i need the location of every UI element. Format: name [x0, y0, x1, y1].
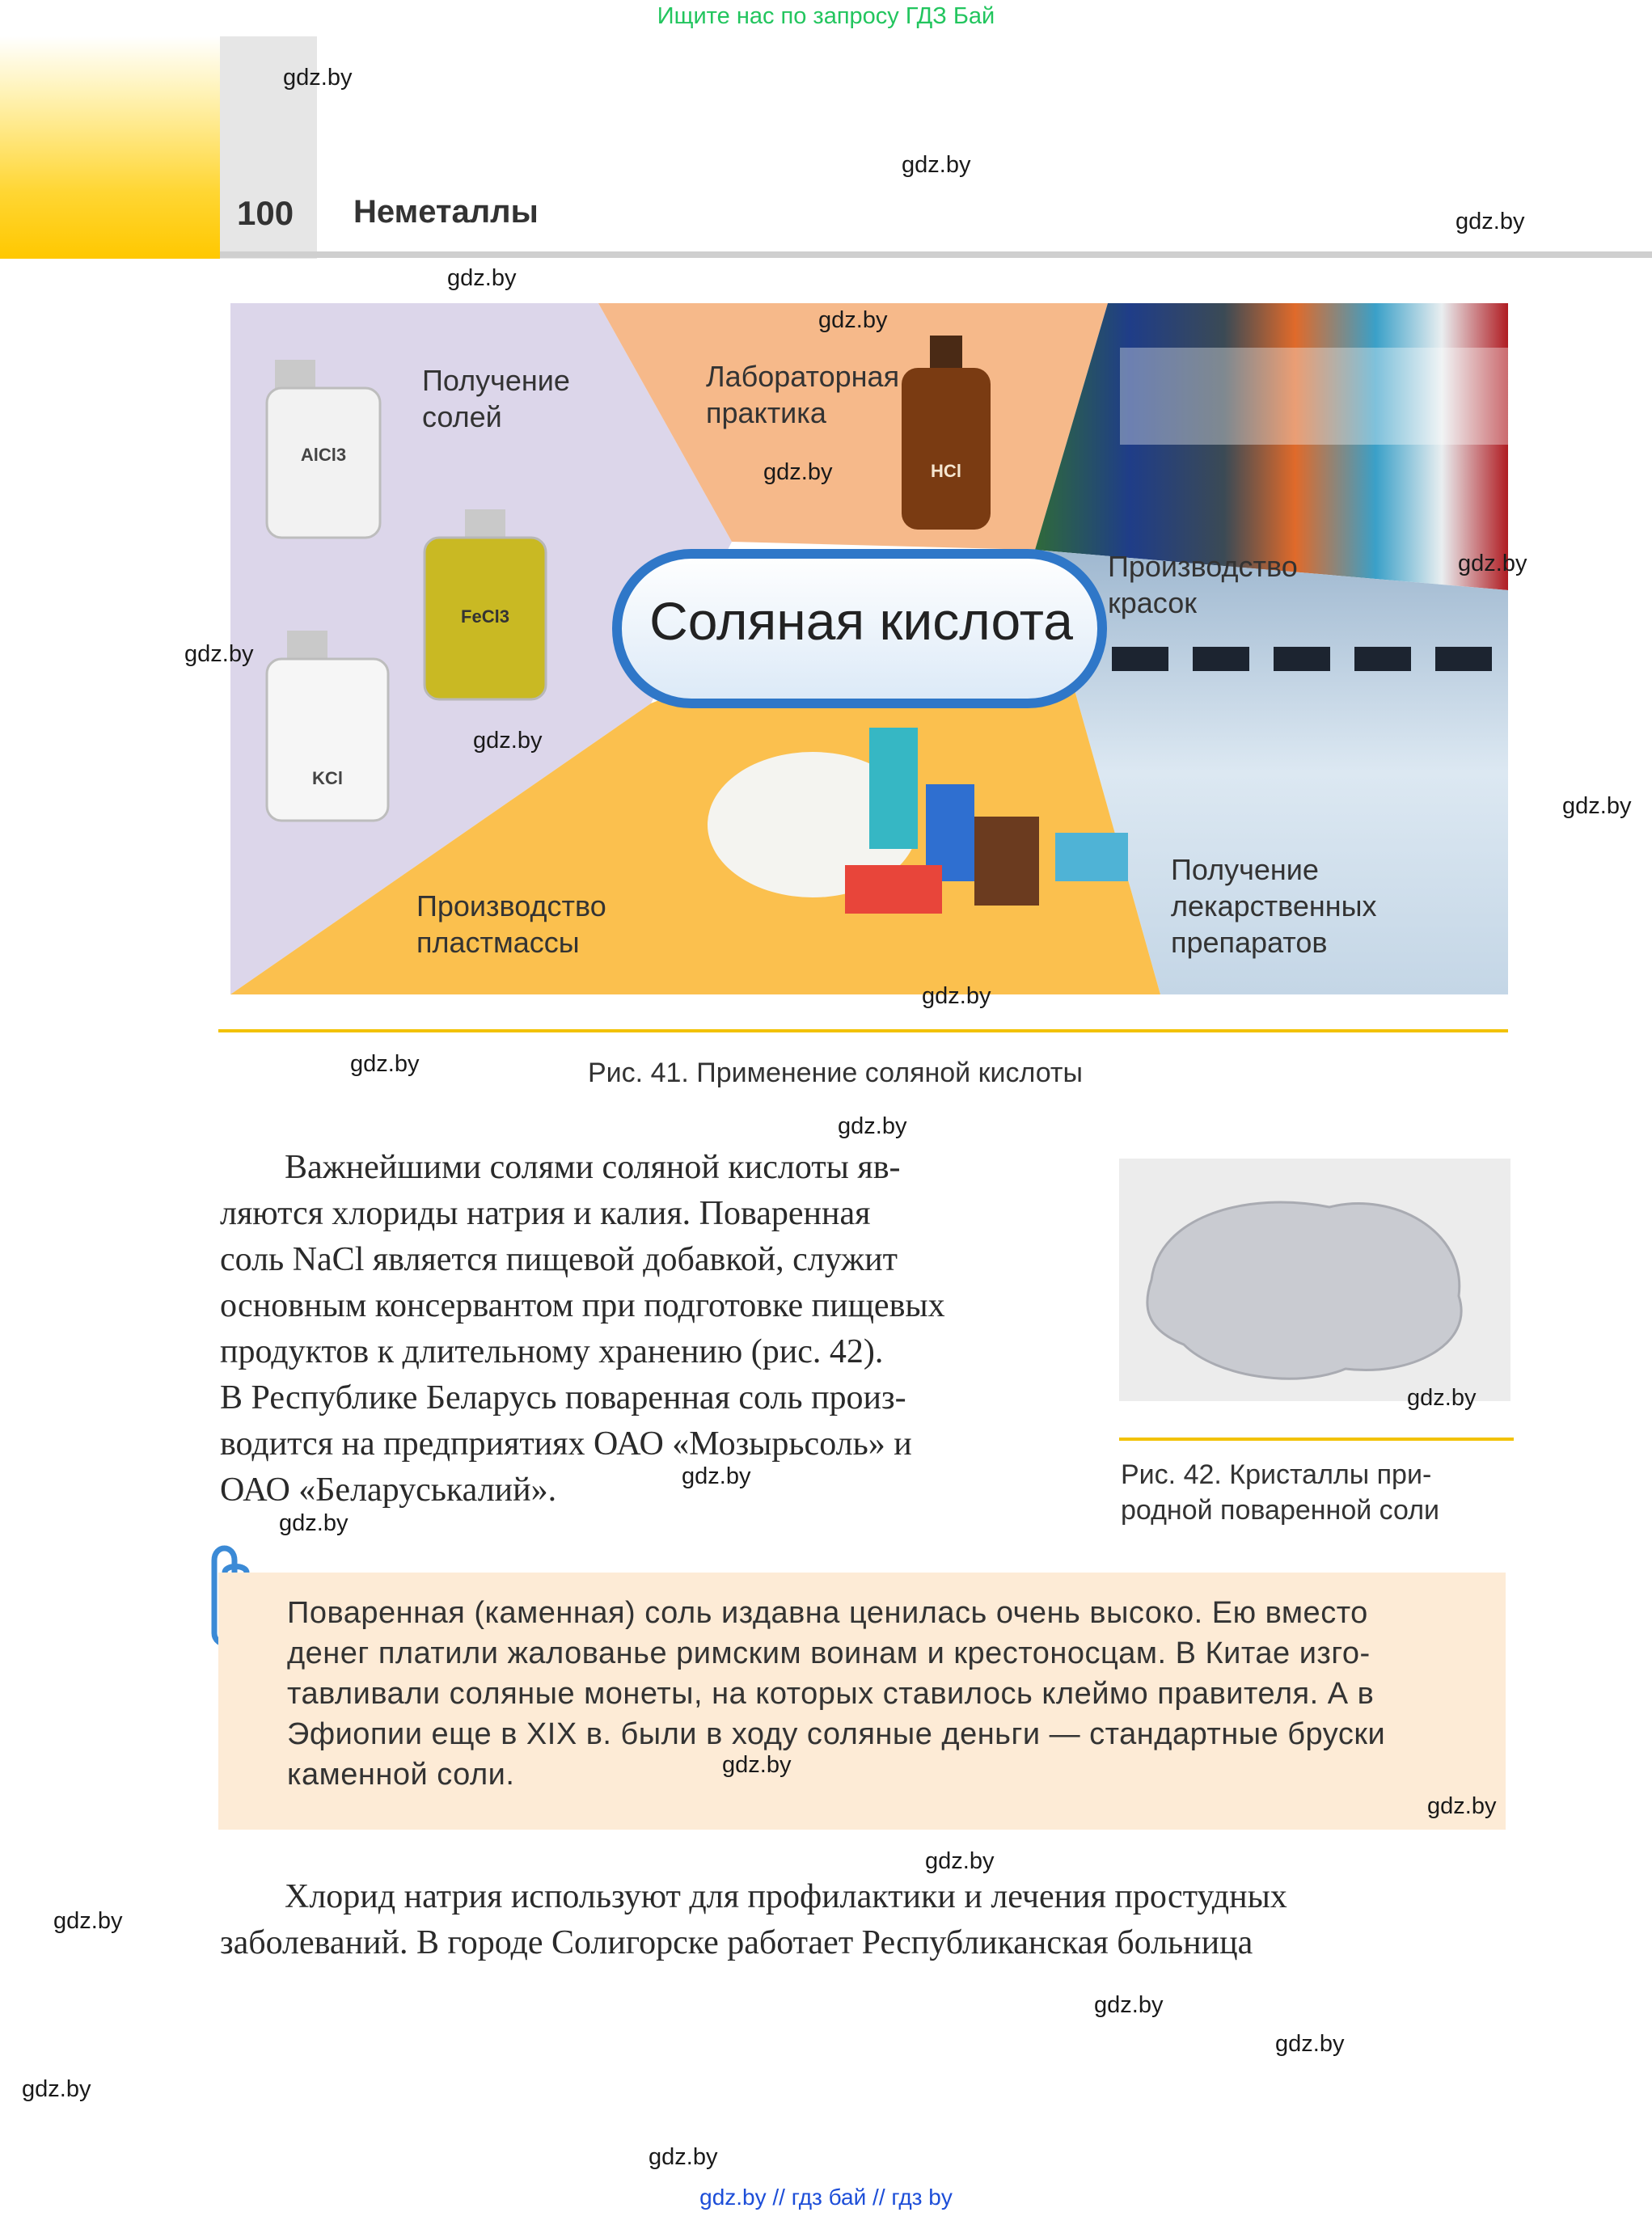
watermark: gdz.by: [283, 65, 353, 91]
bottle-label-hcl: HCl: [931, 461, 961, 481]
paragraph-1-line: водится на предприятиях ОАО «Мозырьсоль» и: [220, 1425, 912, 1463]
note-line: денег платили жалованье римским воинам и крестоносцам. В Китае изго-: [287, 1636, 1371, 1670]
watermark: gdz.by: [1407, 1385, 1477, 1411]
note-text: [287, 1593, 1476, 1795]
watermark: gdz.by: [1456, 209, 1525, 234]
watermark: gdz.by: [53, 1908, 123, 1934]
watermark: gdz.by: [1094, 1992, 1164, 2018]
figure-42-caption-rule: [1119, 1438, 1514, 1441]
label-paints: Производство красок: [1108, 550, 1298, 619]
note-line: каменной соли.: [287, 1758, 515, 1792]
figure-42-caption: Рис. 42. Кристаллы при- родной поваренной соли: [1121, 1459, 1440, 1526]
watermark: gdz.by: [838, 1113, 907, 1139]
page-number: 100: [237, 194, 294, 232]
label-lab: Лабораторная практика: [706, 360, 900, 429]
chapter-title: Неметаллы: [353, 194, 539, 230]
footer-links[interactable]: gdz.by // гдз бай // гдз by: [699, 2185, 953, 2210]
paragraph-1-line: В Республике Беларусь поваренная соль произ-: [220, 1379, 906, 1416]
note-line: Эфиопии еще в XIX в. были в ходу соляные деньги — стандартные бруски: [287, 1717, 1386, 1751]
watermark: gdz.by: [763, 459, 833, 485]
figure-41-caption: Рис. 41. Применение соляной кислоты: [588, 1058, 1083, 1088]
label-salts: Получение солей: [422, 364, 570, 433]
bottle-fecl3: [425, 509, 546, 699]
bottle-label-kcl: KCl: [312, 768, 343, 788]
paragraph-1-line: ОАО «Беларуськалий».: [220, 1471, 557, 1509]
paragraph-1-line: ляются хлориды натрия и калия. Поваренная: [220, 1195, 871, 1232]
watermark: gdz.by: [902, 152, 971, 178]
watermark: gdz.by: [184, 641, 254, 667]
label-plastics: Производство пластмассы: [416, 889, 606, 959]
paragraph-1: [220, 1145, 1071, 1514]
label-medicine: Получение лекарственных препаратов: [1171, 853, 1377, 959]
paragraph-1-line: продуктов к длительному хранению (рис. 42).: [220, 1333, 884, 1370]
header-rule: [220, 251, 1652, 258]
watermark: gdz.by: [682, 1463, 751, 1489]
watermark: gdz.by: [1275, 2031, 1345, 2057]
bottle-label-alcl3: AlCl3: [300, 445, 347, 465]
watermark: gdz.by: [925, 1848, 995, 1874]
figure-42-photo: [1119, 1159, 1510, 1401]
watermark: gdz.by: [22, 2076, 91, 2102]
paragraph-1-line: основным консервантом при подготовке пищевых: [220, 1287, 945, 1324]
region-paints-photo: [1035, 303, 1508, 590]
bottle-kcl: [267, 631, 388, 821]
watermark: gdz.by: [649, 2144, 718, 2170]
watermark: gdz.by: [447, 265, 517, 291]
paragraph-1-line: Важнейшими солями соляной кислоты яв-: [285, 1149, 901, 1186]
figure-41-caption-rule: [218, 1029, 1508, 1032]
note-line: тавливали соляные монеты, на которых ставилось клеймо правителя. А в: [287, 1677, 1375, 1711]
watermark: gdz.by: [350, 1051, 420, 1077]
watermark: gdz.by: [1458, 551, 1527, 576]
watermark: gdz.by: [922, 983, 991, 1009]
watermark: gdz.by: [722, 1752, 792, 1778]
paint-jar-caps: [1120, 348, 1508, 445]
header-yellow-corner: [0, 36, 220, 259]
bottle-label-fecl3: FeCl3: [461, 606, 509, 627]
figure-41-center-title: Соляная кислота: [649, 591, 1073, 651]
watermark: gdz.by: [1562, 793, 1632, 819]
top-search-link[interactable]: Ищите нас по запросу ГДЗ Бай: [657, 3, 995, 29]
paragraph-2-line: заболеваний. В городе Солигорске работает Республиканская больница: [220, 1924, 1253, 1961]
salt-crystal: [1147, 1202, 1461, 1378]
paragraph-1-line: соль NaCl является пищевой добавкой, служит: [220, 1241, 898, 1278]
paragraph-2: [220, 1874, 1510, 1966]
watermark: gdz.by: [1427, 1793, 1497, 1819]
watermark: gdz.by: [279, 1510, 349, 1536]
paragraph-2-line: Хлорид натрия используют для профилактики и лечения простудных: [285, 1878, 1287, 1915]
note-line: Поваренная (каменная) соль издавна ценилась очень высоко. Ею вместо: [287, 1596, 1368, 1630]
watermark: gdz.by: [473, 728, 543, 754]
watermark: gdz.by: [818, 307, 888, 333]
